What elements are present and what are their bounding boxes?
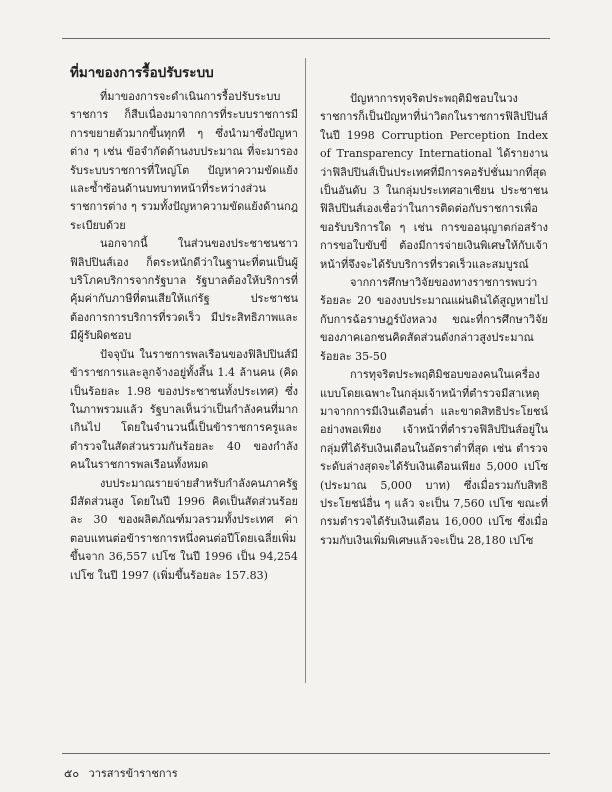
right-column [320, 90, 548, 550]
page-footer [64, 764, 178, 782]
left-column [70, 62, 298, 585]
paragraph: งบประมาณรายจ่ายสำหรับกำลังคนภาครัฐมีสัดส่วนสูง โดยในปี 1996 คิดเป็นสัดส่วนร้อยละ 30 ของผลิตภัณฑ์มวลรวมทั้งประเทศ ค่าตอบแทนต่อข้าราชการหนึ่งคนต่อปีโดยเฉลี่ยเพิ่มขึ้นจาก 36,557 เปโซ ในปี 1996 เป็น 94,254 เปโซ ในปี 1997 (เพิ่มขึ้นร้อยละ 157.83) [70, 476, 299, 582]
paragraph: นอกจากนี้ ในส่วนของประชาชนชาวฟิลิปปินส์เอง ก็ตระหนักดีว่าในฐานะที่ตนเป็นผู้บริโภคบริการจากรัฐบาล รัฐบาลต้องให้บริการที่คุ้มค่ากับภาษีที่ตนเสียให้แก่รัฐ ประชาชนต้องการการบริการที่รวดเร็ว มีประสิทธิภาพและมีผู้รับผิดชอบ [70, 237, 298, 343]
page-number: ๕๐ [64, 767, 80, 780]
paragraph: การทุจริตประพฤติมิชอบของคนในเครื่องแบบโดยเฉพาะในกลุ่มเจ้าหน้าที่ตำรวจมีสาเหตุมาจากการมีเงินเดือนต่ำ และขาดสิทธิประโยชน์อย่างพอเพียง เจ้าหน้าที่ตำรวจฟิลิปปินส์อยู่ในกลุ่มที่ได้รับเงินเดือนในอัตราต่ำที่สุด เช่น ตำรวจระดับล่างสุดจะได้รับเงินเดือนเพียง 5,000 เปโซ (ประมาณ 5,000 บาท) ซึ่งเมื่อรวมกับสิทธิประโยชน์อื่น ๆ แล้ว จะเป็น 7,560 เปโซ ขณะที่กรมตำรวจได้รับเงินเดือน 16,000 เปโซ ซึ่งเมื่อรวมกับเงินเพิ่มพิเศษแล้วจะเป็น 28,180 เปโซ [320, 368, 548, 547]
paragraph: ปัจจุบัน ในราชการพลเรือนของฟิลิปปินส์มีข้าราชการและลูกจ้างอยู่ทั้งสิ้น 1.4 ล้านคน (คิดเป็นร้อยละ 1.98 ของประชาชนทั้งประเทศ) ซึ่งในภาพรวมแล้ว รัฐบาลเห็นว่าเป็นกำลังคนที่มากเกินไป โดยในจำนวนนี้เป็นข้าราชการครูและตำรวจในสัดส่วนรวมกันร้อยละ 40 ของกำลังคนในราชการพลเรือนทั้งหมด [70, 347, 298, 472]
publication-name: วารสารข้าราชการ [88, 767, 178, 780]
paragraph: ที่มาของการจะดำเนินการรื้อปรับระบบราชการ ก็สืบเนื่องมาจากการที่ระบบราชการมีการขยายตัวมากขึ้นทุกที ๆ ซึ่งนำมาซึ่งปัญหาต่าง ๆ เช่น ข้อจำกัดด้านงบประมาณ ที่จะมารองรับระบบราชการที่ใหญ่โต ปัญหาความขัดแย้งและซ้ำซ้อนด้านบทบาทหน้าที่ระหว่างส่วนราชการต่าง ๆ รวมทั้งปัญหาความขัดแย้งด้านกฎระเบียบด้วย [70, 90, 298, 232]
bottom-rule [62, 753, 550, 754]
column-divider [305, 58, 306, 683]
top-rule [62, 38, 550, 39]
section-heading: ที่มาของการรื้อปรับระบบ [70, 65, 214, 81]
paragraph: ปัญหาการทุจริตประพฤติมิชอบในวงราชการก็เป็นปัญหาที่น่าวิตกในราชการฟิลิปปินส์ ในปี 1998 Corruption Perception Index of Transparency International ได้รายงานว่าฟิลิปปินส์เป็นประเทศที่มีการคอรัปชั่นมากที่สุดเป็นอันดับ 3 ในกลุ่มประเทศอาเซียน ประชาชนฟิลิปปินส์เองเชื่อว่าในการติดต่อกับราชการเพื่อขอรับบริการใด ๆ เช่น การขออนุญาตก่อสร้าง การขอใบขับขี่ ต้องมีการจ่ายเงินพิเศษให้กับเจ้าหน้าที่จึงจะได้รับบริการที่รวดเร็วและสมบูรณ์ [320, 92, 548, 271]
paragraph: จากการศึกษาวิจัยของทางราชการพบว่าร้อยละ 20 ของงบประมาณแผ่นดินได้สูญหายไปกับการฉ้อราษฎร์บังหลวง ขณะที่การศึกษาวิจัยของภาคเอกชนคิดสัดส่วนดังกล่าวสูงประมาณร้อยละ 35-50 [320, 276, 548, 363]
